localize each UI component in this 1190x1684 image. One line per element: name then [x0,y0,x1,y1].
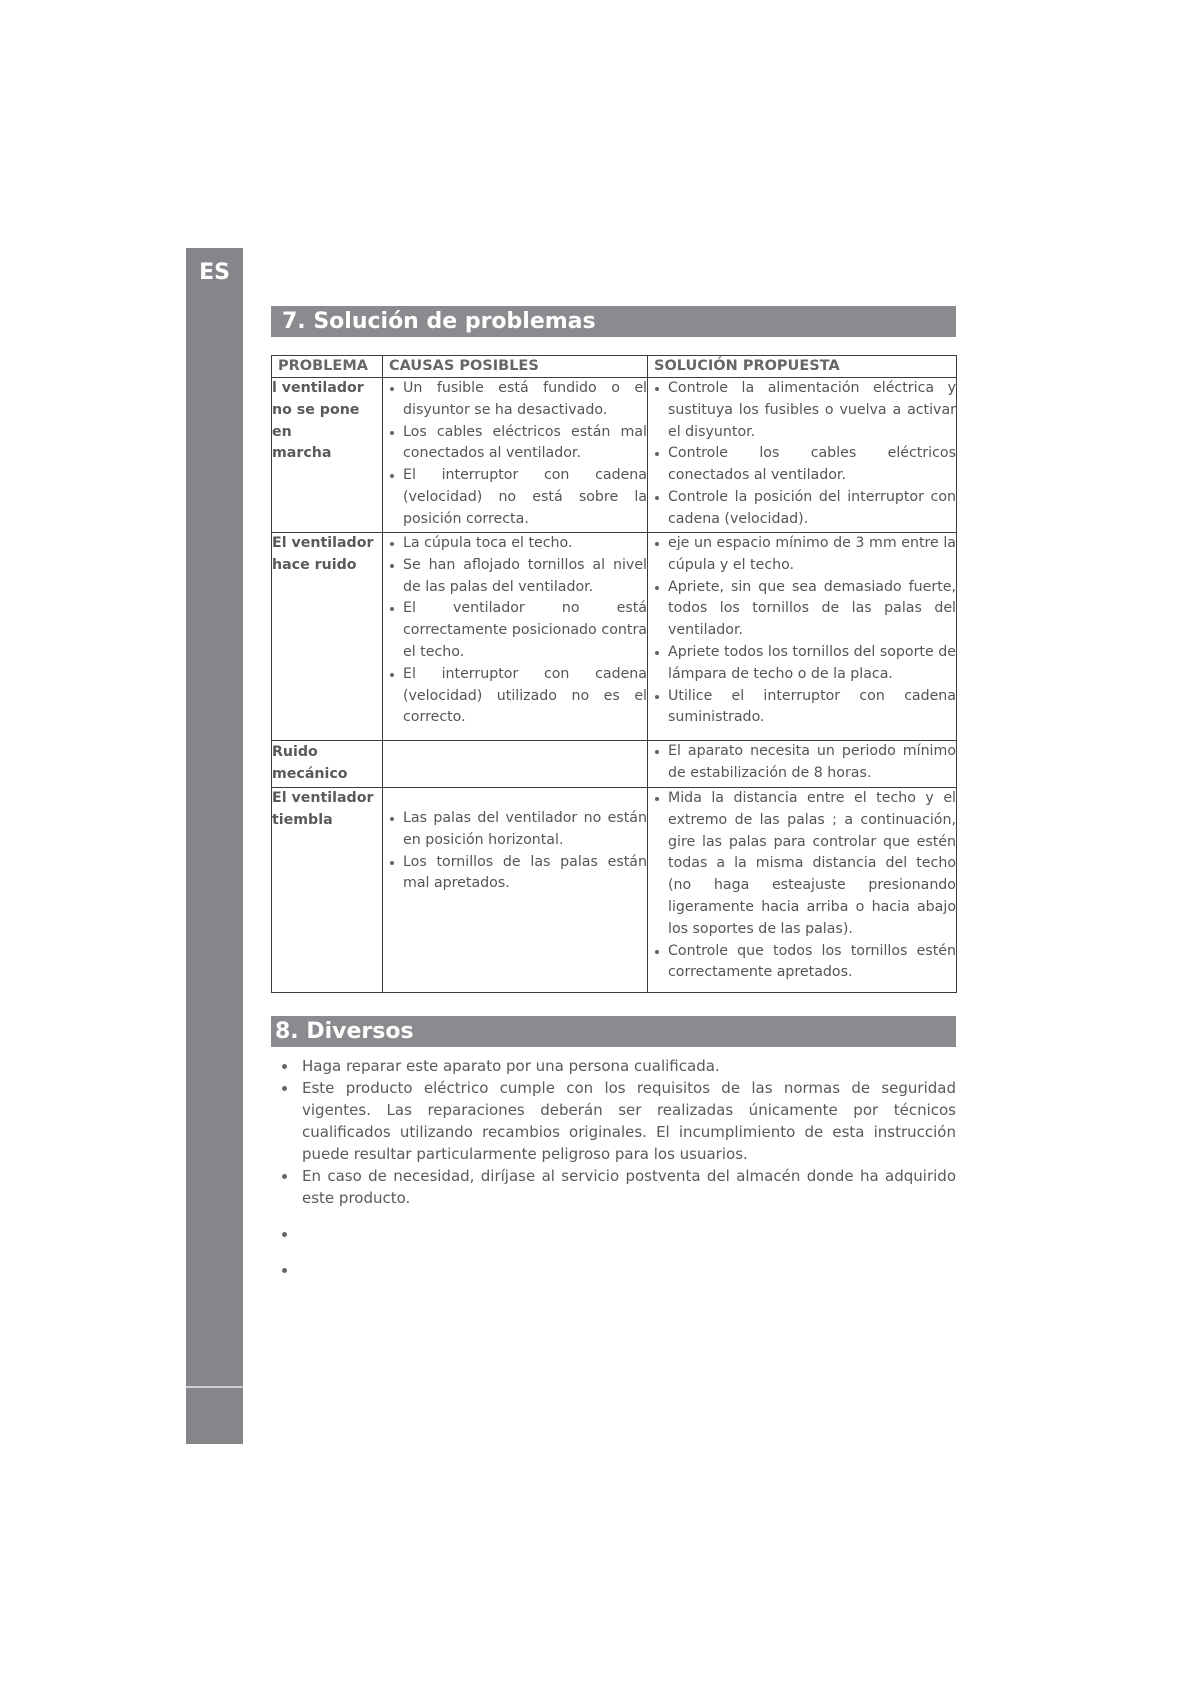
table-row [272,533,957,741]
language-sidebar [186,248,243,1444]
solutions-list [648,741,956,785]
cause-item: El interruptor con cadena (velocidad) no está sobre la posición correcta. [383,465,647,530]
cause-item: El ventilador no está correctamente posicionado contra el techo. [383,598,647,663]
language-tag: ES [199,260,230,285]
problem-cell: El ventilador hace ruido [272,533,383,741]
causes-list [383,808,647,895]
header-solution: SOLUCIÓN PROPUESTA [648,356,957,378]
header-causes: CAUSAS POSIBLES [383,356,648,378]
cause-item: La cúpula toca el techo. [383,533,647,555]
list-item: Este producto eléctrico cumple con los requisitos de las normas de seguridad vigentes. Las reparaciones deberán ser realizadas únicamente por técnicos cualificados utilizando recambios originales. El incumplimiento de esta instrucción puede resultar particularmente peligroso para los usuarios. [275,1077,956,1165]
list-item: En caso de necesidad, diríjase al servicio postventa del almacén donde ha adquirido este producto. [275,1165,956,1209]
section-8-title: 8. Diversos [271,1016,956,1047]
table-row [272,378,957,533]
solutions-list [648,378,956,531]
solution-item: Controle los cables eléctricos conectados al ventilador. [648,443,956,487]
cause-item: Un fusible está fundido o el disyuntor se ha desactivado. [383,378,647,422]
solution-item: eje un espacio mínimo de 3 mm entre la cúpula y el techo. [648,533,956,577]
causes-list [383,533,647,729]
solution-item: Mida la distancia entre el techo y el extremo de las palas ; a continuación, gire las palas para controlar que estén todas a la misma distancia del techo (no haga esteajuste presionando ligeramente hacia arriba o hacia abajo los soportes de las palas). [648,788,956,941]
table-row [272,788,957,993]
problem-cell: Ruido mecánico [272,741,383,788]
table-row [272,741,957,788]
cause-item: Los tornillos de las palas están mal apretados. [383,852,647,896]
solution-item: El aparato necesita un periodo mínimo de estabilización de 8 horas. [648,741,956,785]
problem-cell: El ventilador tiembla [272,788,383,993]
solution-item: Controle la posición del interruptor con cadena (velocidad). [648,487,956,531]
section-7-title: 7. Solución de problemas [271,306,956,337]
sidebar-divider [186,1386,243,1388]
diversos-list [275,1055,956,1281]
solution-item: Utilice el interruptor con cadena suministrado. [648,686,956,730]
solutions-list [648,533,956,729]
solution-item: Apriete, sin que sea demasiado fuerte, todos los tornillos de las palas del ventilador. [648,577,956,642]
cause-item: El interruptor con cadena (velocidad) utilizado no es el correcto. [383,664,647,729]
table-header-row [272,356,957,378]
list-item-empty [275,1223,956,1245]
causes-list [383,378,647,531]
solutions-list [648,788,956,984]
troubleshooting-table [271,355,957,993]
list-item-empty [275,1259,956,1281]
list-item: Haga reparar este aparato por una persona cualificada. [275,1055,956,1077]
solution-item: Controle que todos los tornillos estén correctamente apretados. [648,941,956,985]
cause-item: Los cables eléctricos están mal conectados al ventilador. [383,422,647,466]
cause-item: Las palas del ventilador no están en posición horizontal. [383,808,647,852]
cause-item: Se han aflojado tornillos al nivel de las palas del ventilador. [383,555,647,599]
header-problem: PROBLEMA [272,356,383,378]
solution-item: Apriete todos los tornillos del soporte de lámpara de techo o de la placa. [648,642,956,686]
problem-cell: l ventilador no se pone en marcha [272,378,383,533]
solution-item: Controle la alimentación eléctrica y sustituya los fusibles o vuelva a activar el disyuntor. [648,378,956,443]
